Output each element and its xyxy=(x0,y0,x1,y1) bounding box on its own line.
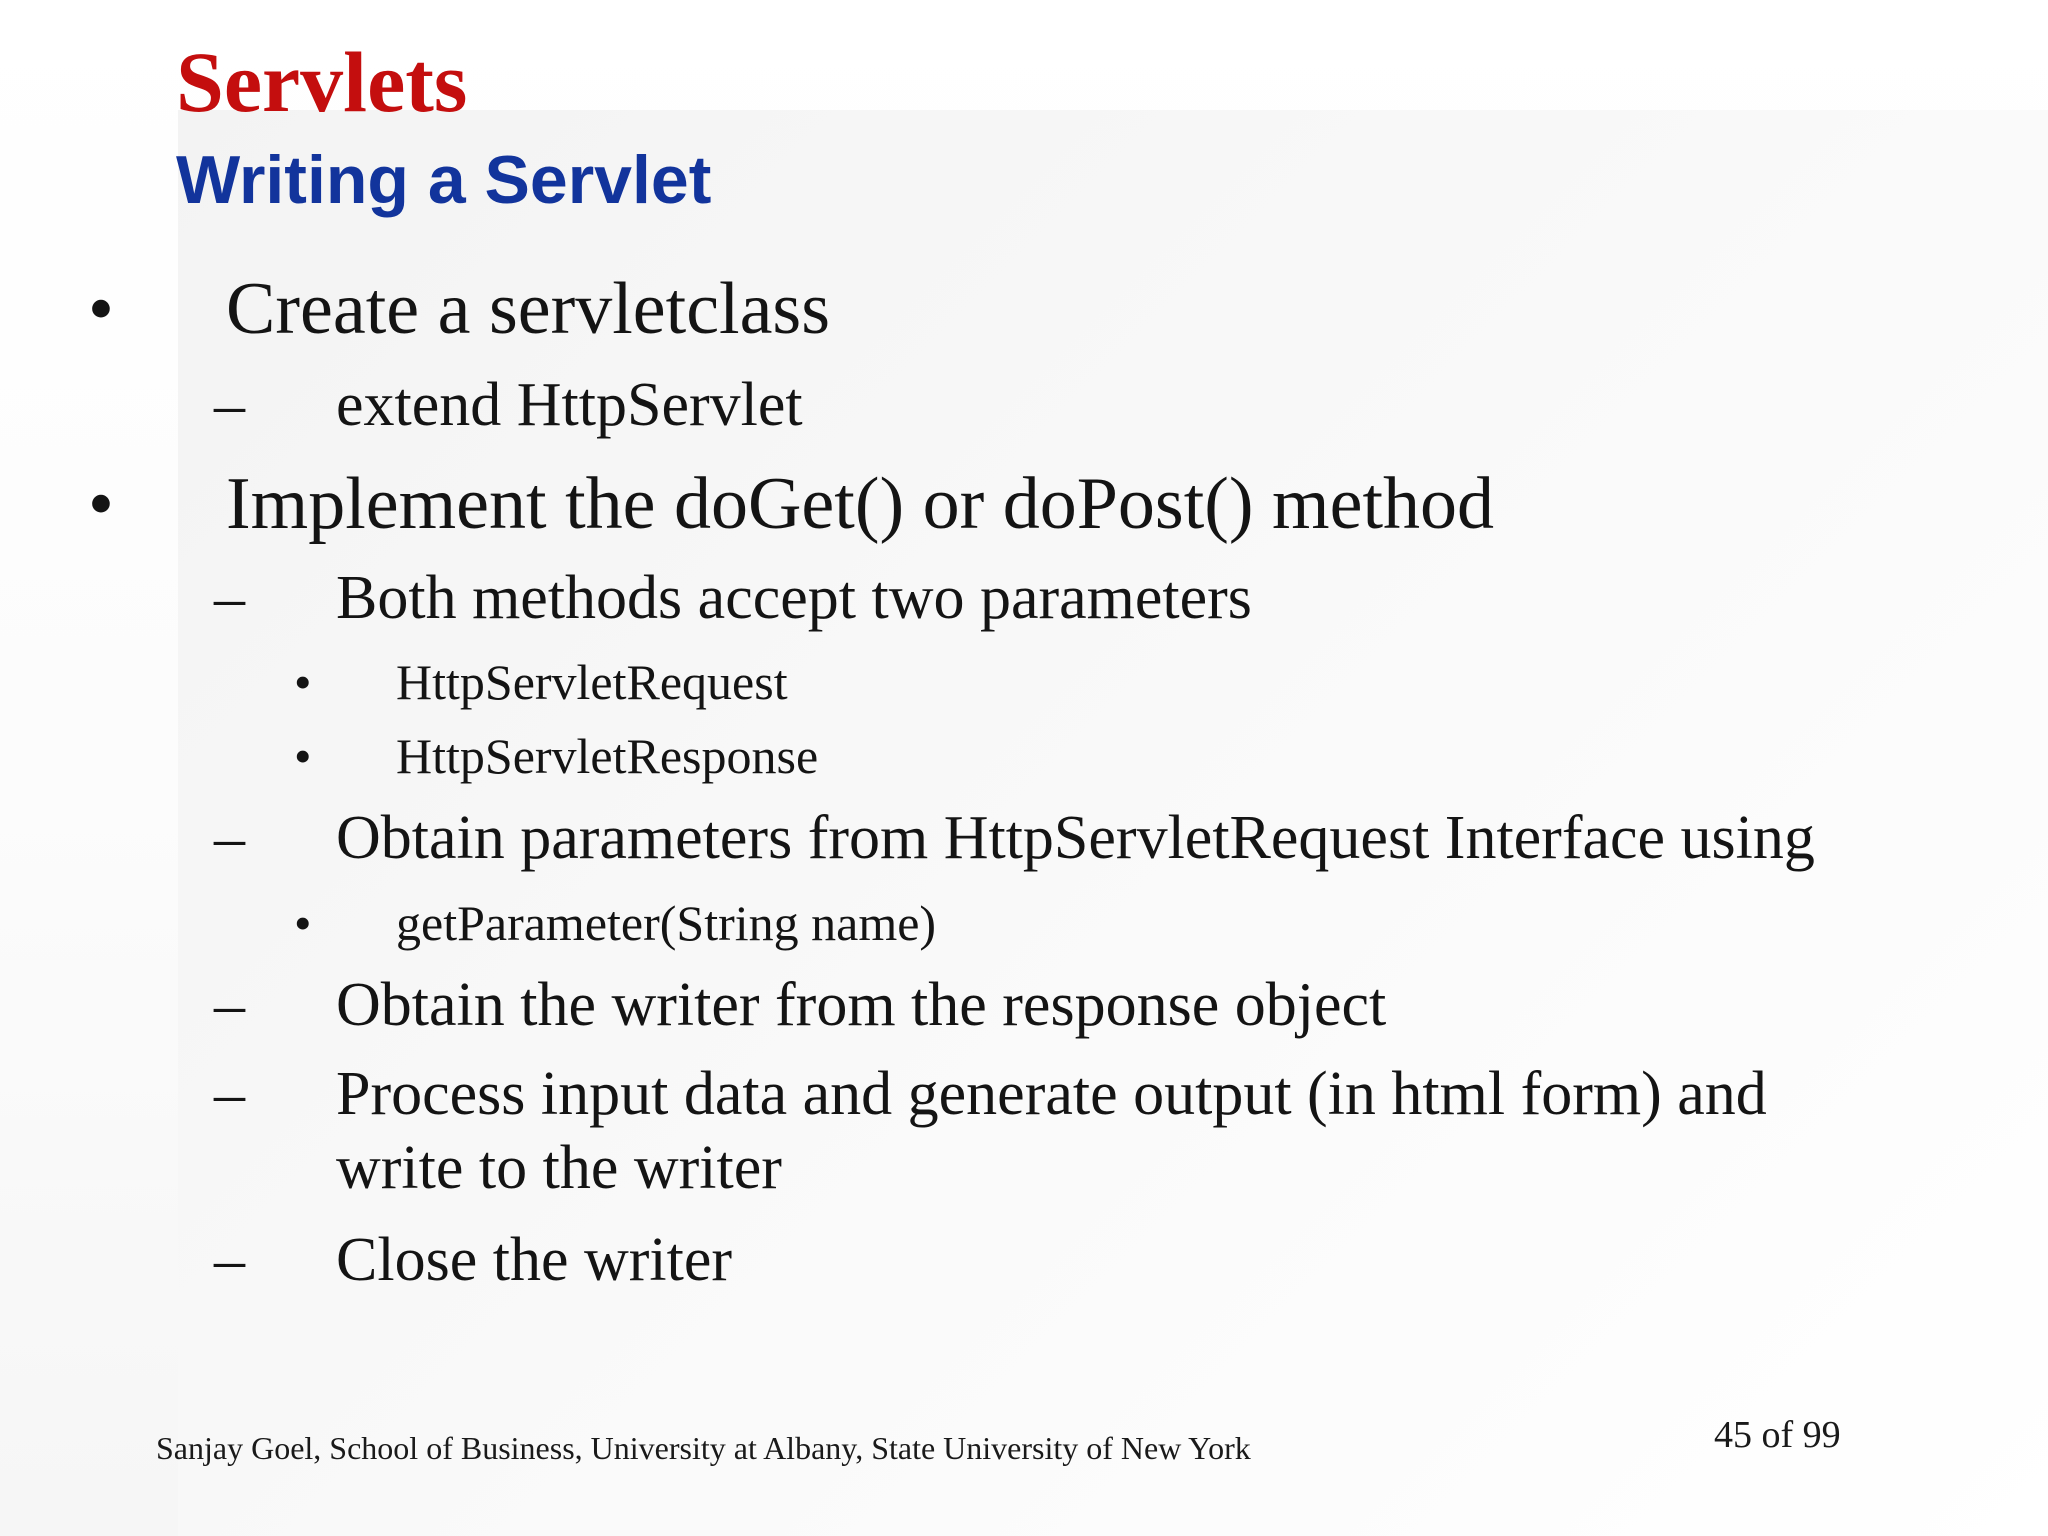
slide-footer: Sanjay Goel, School of Business, University at Albany, State University of New York xyxy=(156,1430,1251,1466)
bullet-implement-methods: Implement the doGet() or doPost() method xyxy=(226,463,1495,545)
dash-marker: – xyxy=(214,1226,245,1294)
bullet-process-input-continuation: write to the writer xyxy=(336,1134,782,1202)
bullet-obtain-writer: Obtain the writer from the response object xyxy=(336,971,1387,1039)
bullet-marker: • xyxy=(294,728,312,784)
bullet-getparameter: getParameter(String name) xyxy=(396,895,937,951)
dash-marker: – xyxy=(214,371,245,439)
bullet-create-servlet-class: Create a servletclass xyxy=(226,268,831,350)
bullet-obtain-parameters: Obtain parameters from HttpServletRequest Interface using xyxy=(336,804,1815,872)
bullet-marker: • xyxy=(294,654,312,710)
dash-marker: – xyxy=(214,1060,245,1128)
slide-title: Servlets xyxy=(176,34,468,130)
dash-marker: – xyxy=(214,564,245,632)
bullet-two-parameters: Both methods accept two parameters xyxy=(336,564,1252,632)
dash-marker: – xyxy=(214,971,245,1039)
dash-marker: – xyxy=(214,804,245,872)
bullet-marker: • xyxy=(88,463,114,545)
bullet-extend-httpservlet: extend HttpServlet xyxy=(336,371,803,439)
bullet-marker: • xyxy=(88,268,114,350)
slide-subtitle: Writing a Servlet xyxy=(176,142,712,218)
page-number: 45 of 99 xyxy=(1714,1414,1841,1456)
bullet-httpservletrequest: HttpServletRequest xyxy=(396,654,788,710)
bullet-process-input: Process input data and generate output (in html form) and xyxy=(336,1060,1767,1128)
bullet-close-writer: Close the writer xyxy=(336,1226,733,1294)
bullet-marker: • xyxy=(294,895,312,951)
bullet-httpservletresponse: HttpServletResponse xyxy=(396,728,819,784)
